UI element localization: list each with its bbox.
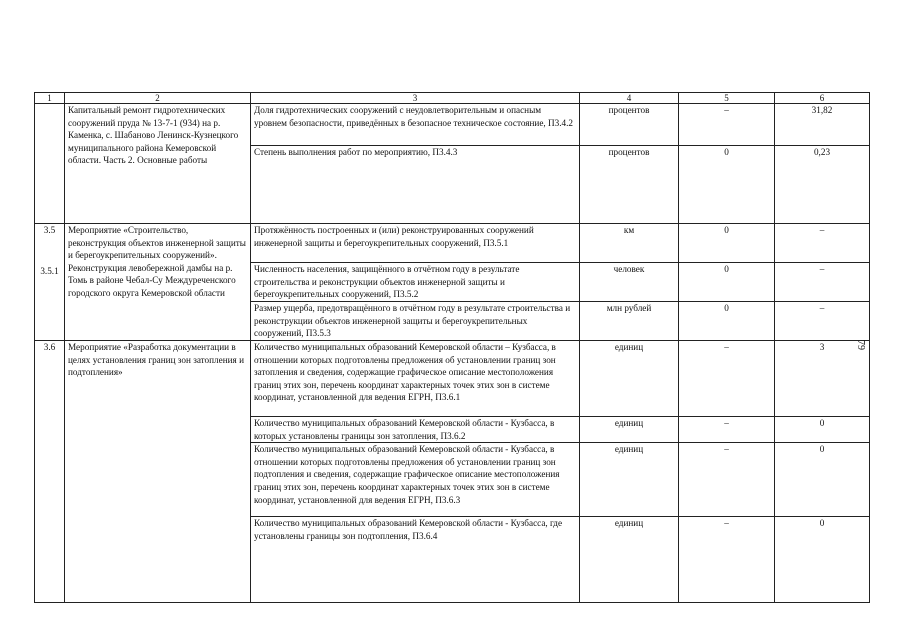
activity-name-main: Мероприятие «Строительство, реконструкция объектов инженерной защиты и берегоукрепительных сооружений». — [68, 225, 246, 261]
table-row — [35, 224, 870, 263]
page-number: 79 — [855, 340, 866, 350]
indicator-col5: – — [679, 104, 775, 146]
activity-name: Капитальный ремонт гидротехнических сооружений пруда № 13-7-1 (934) на р. Каменка, с. Шабаново Ленинск-Кузнецкого муниципального района Кемеровской области. Часть 2. Основные работы — [65, 104, 251, 224]
table-row — [35, 341, 870, 417]
indicator-text: Количество муниципальных образований Кемеровской области – Кузбасса, в отношении которых подготовлены предложения об установлении границ зон затопления и сведения, содержащие графическое описание местоположения границ этих зон, перечень координат характерных точек этих зон в системе координат, установленной для ведения ЕГРН, П3.6.1 — [251, 341, 580, 417]
indicator-unit: человек — [580, 263, 679, 302]
activity-name — [65, 224, 251, 341]
indicator-text: Протяжённость построенных и (или) реконструированных сооружений инженерной защиты и берегоукрепительных сооружений, П3.5.1 — [251, 224, 580, 263]
indicator-text: Численность населения, защищённого в отчётном году в результате строительства и реконструкции объектов инженерной защиты и берегоукрепительных сооружений, П3.5.2 — [251, 263, 580, 302]
indicator-col5: – — [679, 443, 775, 517]
indicator-unit: единиц — [580, 517, 679, 603]
row-number-main: 3.5 — [43, 225, 56, 235]
indicator-col6: 3 — [775, 341, 870, 417]
indicator-text: Количество муниципальных образований Кемеровской области - Кузбасса, в которых установлены границы зон затопления, П3.6.2 — [251, 417, 580, 443]
indicator-col5: 0 — [679, 263, 775, 302]
header-cell: 6 — [775, 93, 870, 104]
indicator-col6: – — [775, 302, 870, 341]
table-row — [35, 104, 870, 146]
header-cell: 5 — [679, 93, 775, 104]
indicator-col6: – — [775, 224, 870, 263]
row-number-sub: 3.5.1 — [40, 265, 59, 276]
row-number: 3.6 — [35, 341, 65, 603]
indicator-text: Степень выполнения работ по мероприятию, П3.4.3 — [251, 146, 580, 224]
activity-name-sub: Реконструкция левобережной дамбы на р. Томь в районе Чебал-Су Междуреченского городского округа Кемеровской области — [68, 262, 236, 298]
indicator-text: Доля гидротехнических сооружений с неудовлетворительным и опасным уровнем безопасности, приведённых в безопасное техническое состояние, П3.4.2 — [251, 104, 580, 146]
indicator-col5: 0 — [679, 146, 775, 224]
indicator-col5: – — [679, 517, 775, 603]
indicator-unit: процентов — [580, 146, 679, 224]
header-row — [35, 93, 870, 104]
indicator-col6: 0 — [775, 417, 870, 443]
header-cell: 2 — [65, 93, 251, 104]
activity-name: Мероприятие «Разработка документации в целях установления границ зон затопления и подтопления» — [65, 341, 251, 603]
indicator-col5: – — [679, 341, 775, 417]
indicator-col6: – — [775, 263, 870, 302]
indicator-col5: 0 — [679, 302, 775, 341]
indicator-col6: 0 — [775, 517, 870, 603]
indicator-col5: 0 — [679, 224, 775, 263]
row-number — [35, 224, 65, 341]
indicator-col6: 0,23 — [775, 146, 870, 224]
header-cell: 3 — [251, 93, 580, 104]
indicator-unit: единиц — [580, 341, 679, 417]
indicator-unit: единиц — [580, 443, 679, 517]
indicator-text: Количество муниципальных образований Кемеровской области - Кузбасса, в отношении которых подготовлены предложения об установлении границ зон подтопления и сведения, содержащие графическое описание местоположения границ этих зон, перечень координат характерных точек этих зон в системе координат, установленной для ведения ЕГРН, П3.6.3 — [251, 443, 580, 517]
indicators-table — [34, 92, 870, 603]
indicator-col5: – — [679, 417, 775, 443]
indicator-col6: 0 — [775, 443, 870, 517]
indicator-text: Размер ущерба, предотвращённого в отчётном году в результате строительства и реконструкции объектов инженерной защиты и берегоукрепительных сооружений, П3.5.3 — [251, 302, 580, 341]
indicator-unit: млн рублей — [580, 302, 679, 341]
indicator-unit: км — [580, 224, 679, 263]
indicator-col6: 31,82 — [775, 104, 870, 146]
header-cell: 4 — [580, 93, 679, 104]
indicator-unit: процентов — [580, 104, 679, 146]
indicator-text: Количество муниципальных образований Кемеровской области - Кузбасса, где установлены границы зон подтопления, П3.6.4 — [251, 517, 580, 603]
header-cell: 1 — [35, 93, 65, 104]
row-number — [35, 104, 65, 224]
indicator-unit: единиц — [580, 417, 679, 443]
